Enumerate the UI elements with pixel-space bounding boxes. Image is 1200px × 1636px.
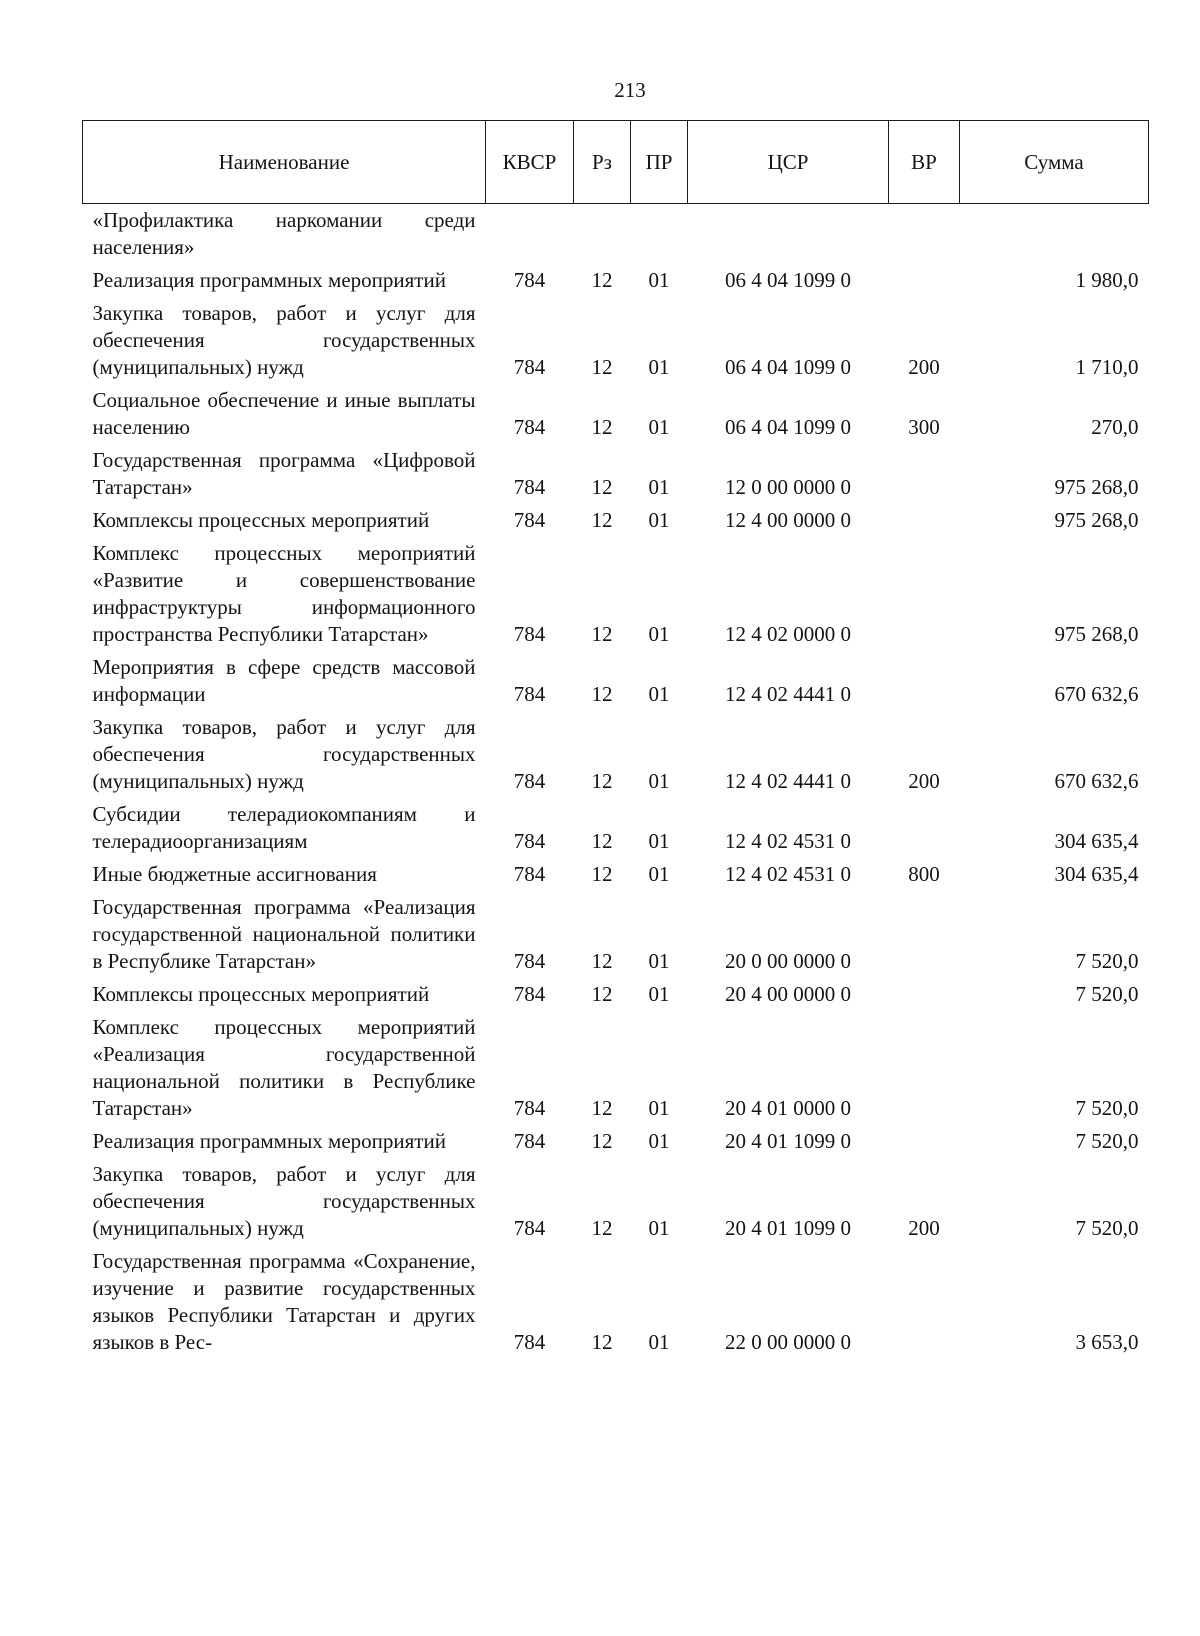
cell-sum: 3 653,0 (1075, 1330, 1139, 1354)
cell-vr (889, 537, 960, 651)
cell-csr: 20 4 01 1099 0 (725, 1129, 851, 1153)
table-row (83, 978, 1149, 1011)
cell-csr: 12 4 02 4441 0 (725, 769, 851, 793)
cell-vr (889, 891, 960, 978)
cell-pr: 01 (648, 415, 670, 439)
table-row (83, 384, 1149, 444)
table-row (83, 204, 1149, 265)
cell-pr: 01 (648, 1096, 670, 1120)
cell-rz: 12 (591, 769, 613, 793)
table-row (83, 1011, 1149, 1125)
cell-pr: 01 (648, 475, 670, 499)
table-row (83, 1125, 1149, 1158)
cell-vr (889, 204, 960, 265)
cell-sum: 7 520,0 (1075, 949, 1139, 973)
cell-vr: 200 (908, 769, 940, 793)
cell-csr: 12 4 00 0000 0 (725, 508, 851, 532)
cell-vr (889, 978, 960, 1011)
cell-csr: 22 0 00 0000 0 (725, 1330, 851, 1354)
cell-csr: 20 4 01 0000 0 (725, 1096, 851, 1120)
cell-name: Реализация программных мероприятий (92, 268, 446, 292)
header-row (83, 121, 1149, 204)
cell-pr: 01 (648, 829, 670, 853)
cell-csr (688, 204, 889, 265)
cell-rz: 12 (591, 1216, 613, 1240)
table-row (83, 711, 1149, 798)
cell-kvsr: 784 (513, 475, 546, 499)
header-pr: ПР (631, 121, 688, 204)
cell-vr: 300 (908, 415, 940, 439)
cell-pr: 01 (648, 682, 670, 706)
cell-rz: 12 (591, 415, 613, 439)
cell-kvsr: 784 (513, 1330, 546, 1354)
cell-rz: 12 (591, 1330, 613, 1354)
cell-csr: 12 4 02 4531 0 (725, 862, 851, 886)
cell-pr: 01 (648, 982, 670, 1006)
cell-name: «Профилактика наркомании среди населения» (92, 208, 476, 259)
cell-rz: 12 (591, 1096, 613, 1120)
cell-name: Социальное обеспечение и иные выплаты населению (92, 388, 476, 439)
cell-pr: 01 (648, 268, 670, 292)
cell-name: Комплекс процессных мероприятий «Развитие и совершенствование инфраструктуры информационного пространства Республики Татарстан» (92, 541, 476, 646)
cell-kvsr: 784 (513, 949, 546, 973)
budget-table (82, 120, 1149, 1359)
cell-name: Реализация программных мероприятий (92, 1129, 446, 1153)
table-row (83, 651, 1149, 711)
cell-csr: 20 4 01 1099 0 (725, 1216, 851, 1240)
cell-rz (574, 204, 631, 265)
cell-sum: 670 632,6 (1054, 682, 1139, 706)
cell-sum: 7 520,0 (1075, 1216, 1139, 1240)
table-header (83, 121, 1149, 204)
cell-csr: 12 4 02 0000 0 (725, 622, 851, 646)
table-row (83, 264, 1149, 297)
cell-rz: 12 (591, 268, 613, 292)
cell-csr: 12 0 00 0000 0 (725, 475, 851, 499)
cell-sum: 1 980,0 (1075, 268, 1139, 292)
cell-rz: 12 (591, 355, 613, 379)
cell-sum: 7 520,0 (1075, 1129, 1139, 1153)
table-row (83, 537, 1149, 651)
cell-pr: 01 (648, 1216, 670, 1240)
cell-rz: 12 (591, 682, 613, 706)
cell-csr: 06 4 04 1099 0 (725, 268, 851, 292)
cell-vr (889, 1011, 960, 1125)
cell-vr: 800 (908, 862, 940, 886)
cell-csr: 12 4 02 4441 0 (725, 682, 851, 706)
table-row (83, 891, 1149, 978)
cell-kvsr: 784 (513, 769, 546, 793)
cell-name: Комплексы процессных мероприятий (92, 508, 430, 532)
cell-sum: 7 520,0 (1075, 982, 1139, 1006)
cell-csr: 06 4 04 1099 0 (725, 415, 851, 439)
cell-sum: 304 635,4 (1054, 862, 1139, 886)
cell-kvsr (486, 204, 574, 265)
cell-name: Субсидии телерадиокомпаниям и телерадиоорганизациям (92, 802, 476, 853)
cell-kvsr: 784 (513, 682, 546, 706)
cell-kvsr: 784 (513, 508, 546, 532)
cell-rz: 12 (591, 622, 613, 646)
header-kvsr: КВСР (486, 121, 574, 204)
cell-sum: 975 268,0 (1054, 508, 1139, 532)
cell-rz: 12 (591, 508, 613, 532)
cell-csr: 06 4 04 1099 0 (725, 355, 851, 379)
table-row (83, 504, 1149, 537)
table-row (83, 444, 1149, 504)
cell-vr (889, 1245, 960, 1359)
cell-vr (889, 798, 960, 858)
table-row (83, 1158, 1149, 1245)
header-rz: Рз (574, 121, 631, 204)
cell-vr (889, 444, 960, 504)
cell-name: Государственная программа «Сохранение, изучение и развитие государственных языков Республики Татарстан и других языков в Рес- (92, 1249, 476, 1354)
header-name: Наименование (83, 121, 486, 204)
cell-kvsr: 784 (513, 355, 546, 379)
table-row (83, 798, 1149, 858)
cell-name: Закупка товаров, работ и услуг для обеспечения государственных (муниципальных) нужд (92, 1162, 476, 1240)
cell-name: Закупка товаров, работ и услуг для обеспечения государственных (муниципальных) нужд (92, 715, 476, 793)
cell-vr (889, 504, 960, 537)
cell-kvsr: 784 (513, 982, 546, 1006)
table-row (83, 1245, 1149, 1359)
cell-pr: 01 (648, 862, 670, 886)
cell-rz: 12 (591, 949, 613, 973)
cell-sum: 1 710,0 (1075, 355, 1139, 379)
header-csr: ЦСР (688, 121, 889, 204)
cell-sum: 975 268,0 (1054, 622, 1139, 646)
cell-pr: 01 (648, 949, 670, 973)
cell-pr (631, 204, 688, 265)
table-row (83, 297, 1149, 384)
cell-vr (889, 651, 960, 711)
cell-pr: 01 (648, 1129, 670, 1153)
cell-csr: 20 4 00 0000 0 (725, 982, 851, 1006)
header-vr: ВР (889, 121, 960, 204)
table-row (83, 858, 1149, 891)
cell-name: Комплексы процессных мероприятий (92, 982, 430, 1006)
cell-name: Мероприятия в сфере средств массовой информации (92, 655, 476, 706)
cell-rz: 12 (591, 475, 613, 499)
cell-name: Комплекс процессных мероприятий «Реализация государственной национальной политики в Республике Татарстан» (92, 1015, 476, 1120)
cell-sum: 270,0 (1091, 415, 1139, 439)
cell-pr: 01 (648, 508, 670, 532)
cell-kvsr: 784 (513, 829, 546, 853)
cell-csr: 12 4 02 4531 0 (725, 829, 851, 853)
cell-name: Иные бюджетные ассигнования (92, 862, 377, 886)
cell-csr: 20 0 00 0000 0 (725, 949, 851, 973)
cell-sum: 975 268,0 (1054, 475, 1139, 499)
cell-sum: 670 632,6 (1054, 769, 1139, 793)
cell-kvsr: 784 (513, 862, 546, 886)
cell-sum (960, 204, 1149, 265)
cell-vr (889, 1125, 960, 1158)
cell-pr: 01 (648, 355, 670, 379)
header-sum: Сумма (960, 121, 1149, 204)
table-body (83, 204, 1149, 1360)
cell-vr: 200 (908, 1216, 940, 1240)
page-number: 213 (614, 78, 646, 102)
cell-pr: 01 (648, 622, 670, 646)
cell-kvsr: 784 (513, 622, 546, 646)
cell-kvsr: 784 (513, 1129, 546, 1153)
cell-kvsr: 784 (513, 1216, 546, 1240)
cell-rz: 12 (591, 982, 613, 1006)
cell-kvsr: 784 (513, 1096, 546, 1120)
cell-sum: 304 635,4 (1054, 829, 1139, 853)
cell-rz: 12 (591, 862, 613, 886)
cell-rz: 12 (591, 1129, 613, 1153)
cell-name: Государственная программа «Цифровой Татарстан» (92, 448, 476, 499)
cell-pr: 01 (648, 1330, 670, 1354)
cell-rz: 12 (591, 829, 613, 853)
cell-vr (889, 264, 960, 297)
cell-sum: 7 520,0 (1075, 1096, 1139, 1120)
cell-kvsr: 784 (513, 415, 546, 439)
cell-pr: 01 (648, 769, 670, 793)
cell-name: Государственная программа «Реализация государственной национальной политики в Республике Татарстан» (92, 895, 476, 973)
cell-name: Закупка товаров, работ и услуг для обеспечения государственных (муниципальных) нужд (92, 301, 476, 379)
cell-kvsr: 784 (513, 268, 546, 292)
cell-vr: 200 (908, 355, 940, 379)
